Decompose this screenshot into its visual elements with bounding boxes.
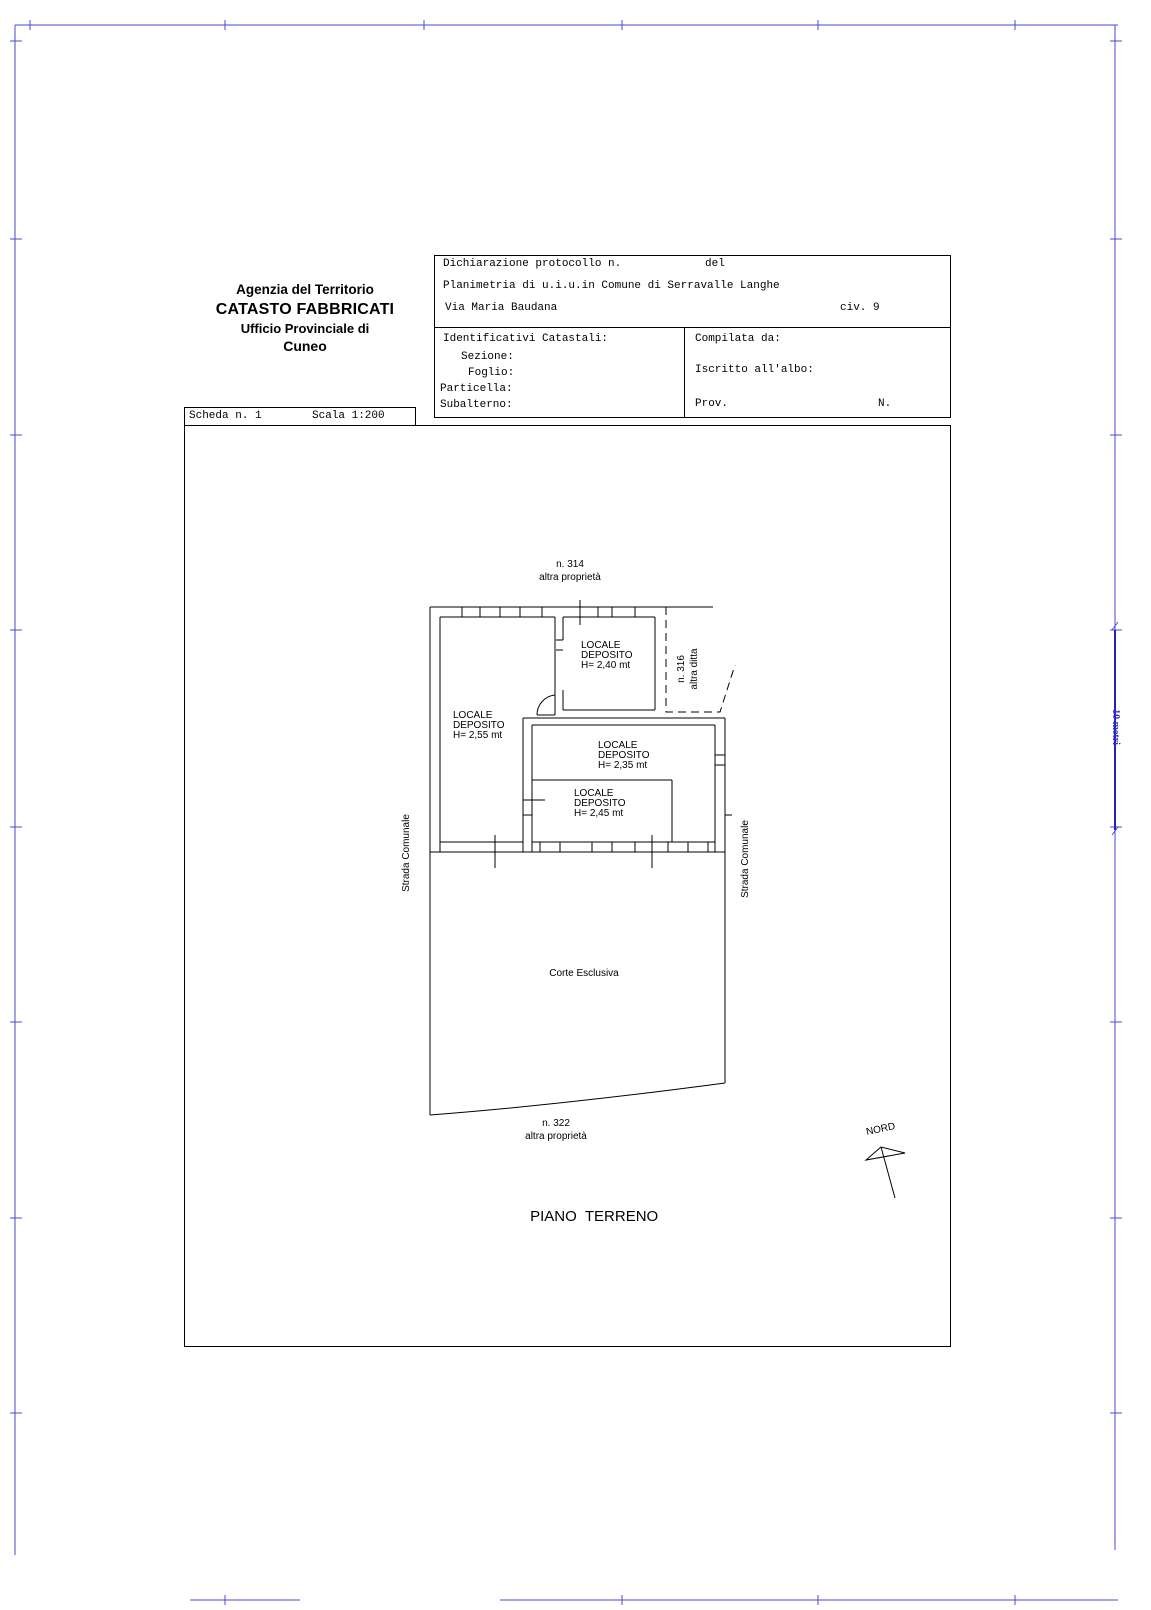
room-1-height: H= 2,40 mt (581, 660, 631, 671)
north-neighbor-label: altra proprietà (539, 572, 601, 583)
office-name: Ufficio Provinciale di (240, 321, 370, 336)
protocol-del: del (705, 258, 725, 270)
east-neighbor (675, 634, 703, 704)
room-1-label (581, 641, 633, 671)
south-neighbor-label: altra proprietà (525, 1131, 587, 1142)
north-text: NORD (865, 1121, 897, 1138)
prov-label: Prov. (695, 398, 729, 410)
room-3-name: LOCALE (598, 740, 638, 751)
iscritto-label: Iscritto all'albo: (695, 364, 814, 376)
courtyard-label (524, 968, 644, 979)
catasto-title: CATASTO FABBRICATI (215, 301, 395, 318)
street-left (401, 803, 415, 903)
room-1-type: DEPOSITO (581, 650, 633, 661)
floor-text: PIANO TERRENO (530, 1208, 659, 1225)
civ-text: civ. 9 (840, 302, 880, 314)
street-right-label: Strada Comunale (740, 820, 751, 898)
address-text: Via Maria Baudana (445, 302, 558, 314)
compilata-label: Compilata da: (695, 333, 781, 345)
east-neighbor-label: altra ditta (689, 648, 700, 690)
room-3-type: DEPOSITO (598, 750, 650, 761)
room-3-label (598, 741, 650, 771)
planimetria-text: Planimetria di u.i.u.in Comune di Serravalle Langhe (443, 280, 780, 292)
room-2-name: LOCALE (453, 710, 493, 721)
south-neighbor (506, 1117, 606, 1143)
room-4-name: LOCALE (574, 788, 614, 799)
subalterno-label: Subalterno: (440, 399, 513, 411)
room-4-height: H= 2,45 mt (574, 808, 624, 819)
room-3-height: H= 2,35 mt (598, 760, 648, 771)
protocol-label: Dichiarazione protocollo n. (443, 258, 622, 270)
south-neighbor-num: n. 322 (542, 1118, 570, 1129)
particella-label: Particella: (440, 383, 513, 395)
office-city: Cuneo (283, 338, 327, 354)
floor-label (500, 1191, 680, 1225)
foglio-label: Foglio: (468, 367, 515, 379)
agency-name: Agenzia del Territorio (236, 282, 374, 297)
scala-label: Scala 1:200 (312, 410, 385, 422)
street-right (740, 809, 754, 909)
courtyard-text: Corte Esclusiva (549, 968, 619, 979)
north-neighbor (520, 558, 620, 584)
scale-bar-text: 10 metri (1110, 709, 1121, 745)
scheda-label: Scheda n. 1 (189, 410, 262, 422)
street-left-label: Strada Comunale (401, 814, 412, 892)
north-neighbor-num: n. 314 (556, 559, 584, 570)
room-1-name: LOCALE (581, 640, 621, 651)
room-2-type: DEPOSITO (453, 720, 505, 731)
room-2-height: H= 2,55 mt (453, 730, 503, 741)
n-label: N. (878, 398, 892, 410)
room-2-label (453, 711, 505, 741)
room-4-type: DEPOSITO (574, 798, 626, 809)
east-neighbor-num: n. 316 (676, 655, 687, 683)
room-4-label (574, 789, 626, 819)
sezione-label: Sezione: (461, 351, 514, 363)
identificativi-label: Identificativi Catastali: (443, 333, 609, 345)
